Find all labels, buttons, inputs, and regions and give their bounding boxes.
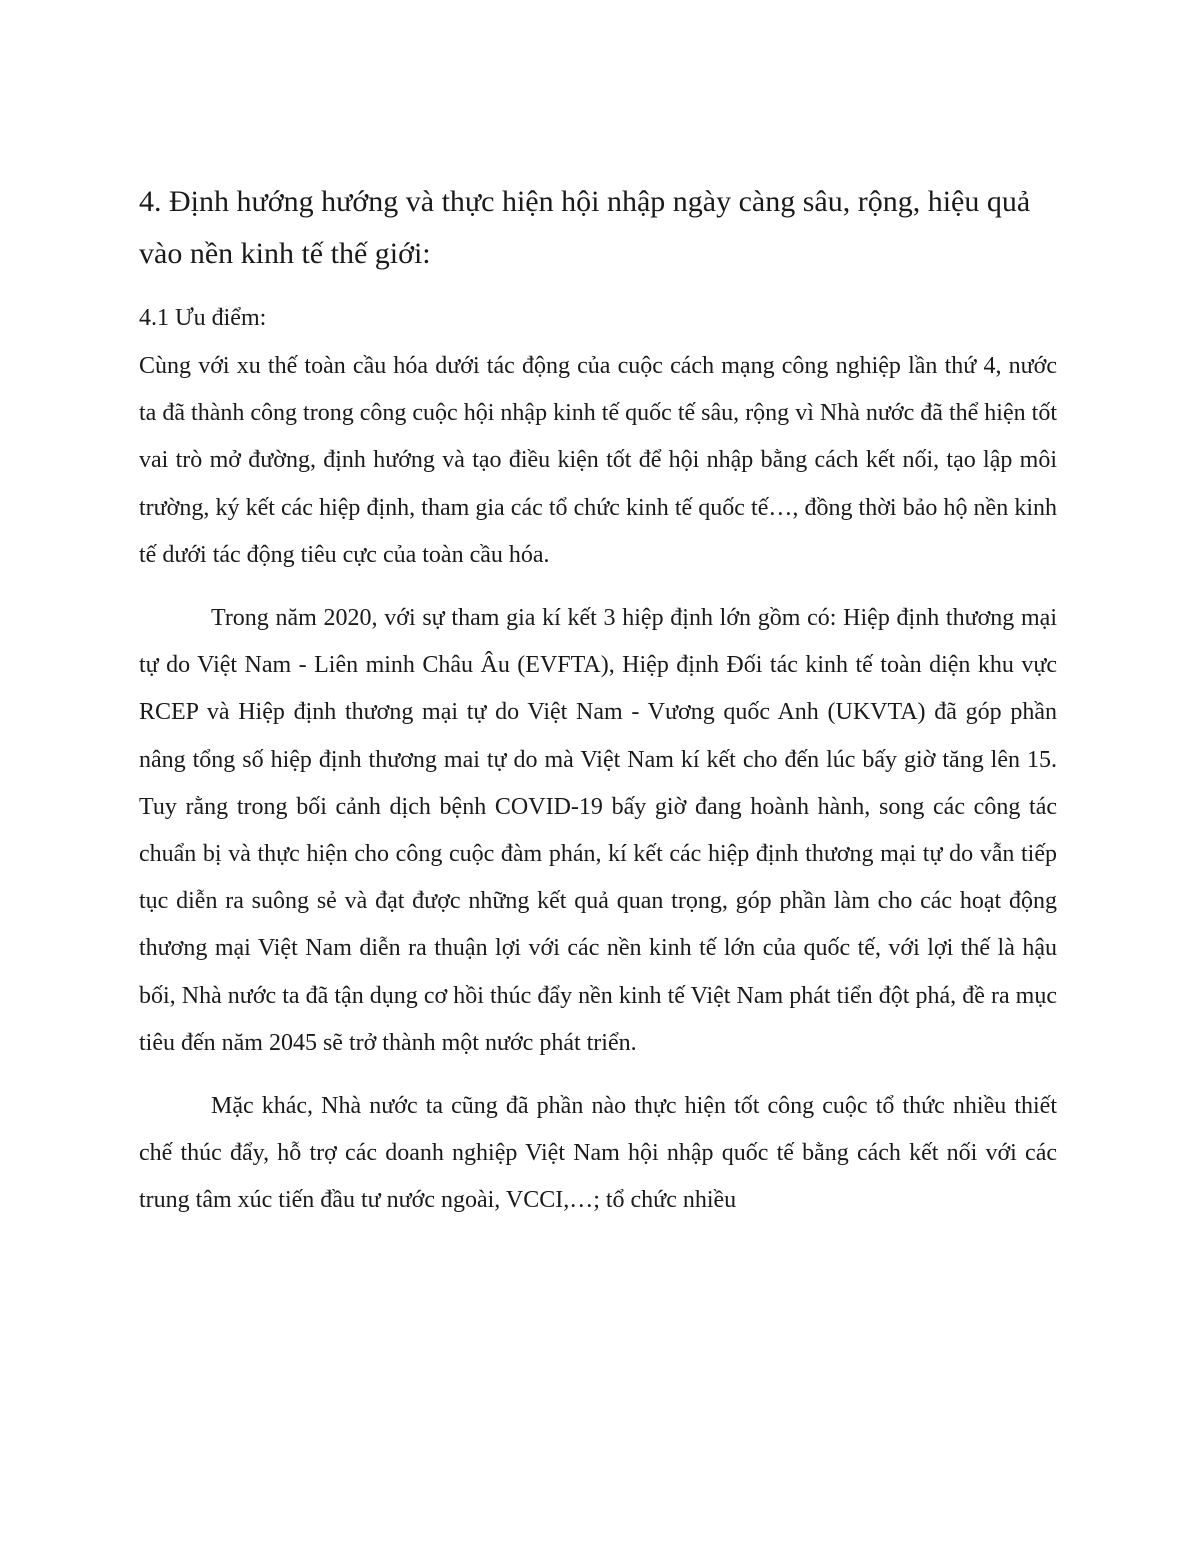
paragraph-spacer — [139, 1067, 1057, 1083]
document-page — [139, 176, 1057, 1225]
paragraph-1: Cùng với xu thế toàn cầu hóa dưới tác động của cuộc cách mạng công nghiệp lần thứ 4, nước ta đã thành công trong công cuộc hội nhập kinh tế quốc tế sâu, rộng vì Nhà nước đã thể hiện tốt vai trò mở đường, định hướng và tạo điều kiện tốt để hội nhập bằng cách kết nối, tạo lập môi trường, ký kết các hiệp định, tham gia các tổ chức kinh tế quốc tế…, đồng thời bảo hộ nền kinh tế dưới tác động tiêu cực của toàn cầu hóa. — [139, 353, 1057, 568]
paragraph-spacer — [139, 579, 1057, 595]
paragraph-2: Trong năm 2020, với sự tham gia kí kết 3 hiệp định lớn gồm có: Hiệp định thương mại tự do Việt Nam - Liên minh Châu Âu (EVFTA), Hiệp định Đối tác kinh tế toàn diện khu vực RCEP và Hiệp định thương mại tự do Việt Nam - Vương quốc Anh (UKVTA) đã góp phần nâng tổng số hiệp định thương mai tự do mà Việt Nam kí kết cho đến lúc bấy giờ tăng lên 15. Tuy rằng trong bối cảnh dịch bệnh COVID-19 bấy giờ đang hoành hành, song các công tác chuẩn bị và thực hiện cho công cuộc đàm phán, kí kết các hiệp định thương mại tự do vẫn tiếp tục diễn ra suông sẻ và đạt được những kết quả quan trọng, góp phần làm cho các hoạt động thương mại Việt Nam diễn ra thuận lợi với các nền kinh tế lớn của quốc tế, với lợi thế là hậu bối, Nhà nước ta đã tận dụng cơ hồi thúc đẩy nền kinh tế Việt Nam phát tiển đột phá, đề ra mục tiêu đến năm 2045 sẽ trở thành một nước phát triển. — [139, 605, 1057, 1056]
paragraph-3: Mặc khác, Nhà nước ta cũng đã phần nào thực hiện tốt công cuộc tổ thức nhiều thiết chế thúc đẩy, hỗ trợ các doanh nghiệp Việt Nam hội nhập quốc tế bằng cách kết nối với các trung tâm xúc tiến đầu tư nước ngoài, VCCI,…; tổ chức nhiều — [139, 1093, 1057, 1214]
section-heading: 4. Định hướng hướng và thực hiện hội nhập ngày càng sâu, rộng, hiệu quả vào nền kinh tế thế giới: — [139, 185, 1031, 270]
subsection-heading: 4.1 Ưu điểm: — [139, 305, 267, 331]
